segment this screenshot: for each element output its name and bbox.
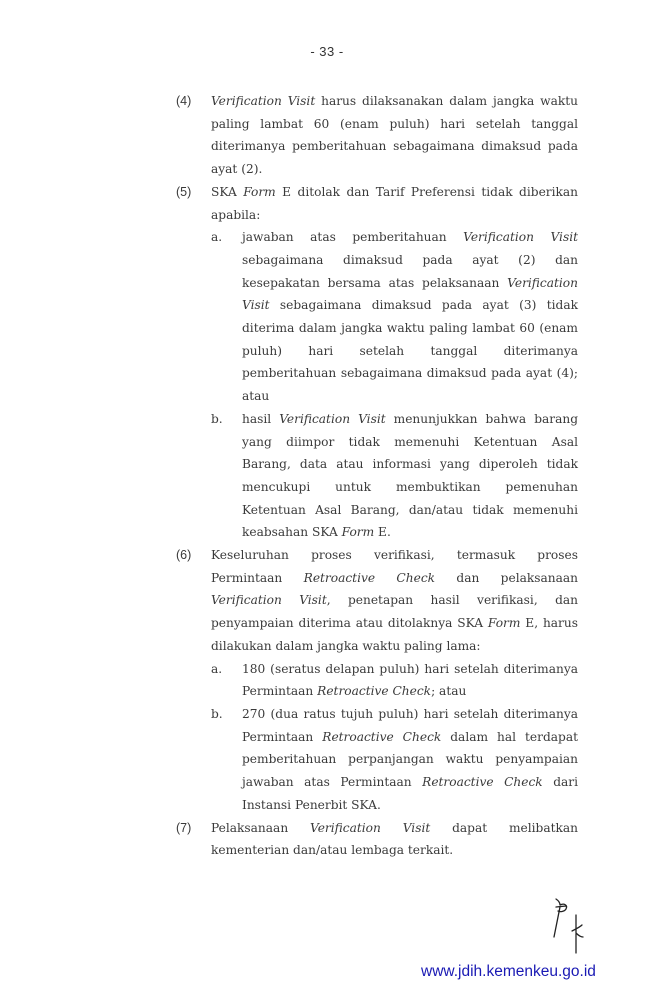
italic-term: Verification Visit (242, 275, 578, 313)
italic-term: Verification Visit (211, 593, 327, 608)
sub-item-text (242, 703, 578, 817)
text-run: Pelaksanaan (211, 820, 311, 835)
text-run: dapat melibatkan kementerian dan/atau lembaga terkait. (211, 820, 579, 858)
sub-item-a (211, 658, 578, 703)
sub-item-a (211, 226, 578, 408)
text-run: dari Instansi Penerbit SKA. (242, 775, 578, 812)
sub-item-b (211, 703, 578, 817)
text-run: , penetapan hasil verifikasi, dan penyampaian diterima atau ditolaknya SKA (211, 593, 578, 631)
article-item-5 (176, 181, 578, 544)
italic-term: Retroactive Check (303, 570, 436, 585)
item-number: (6) (176, 548, 192, 563)
item-text (211, 90, 578, 181)
text-run: dalam hal terdapat pemberitahuan perpanjangan waktu penyampaian jawaban atas Permintaan (242, 729, 578, 790)
sub-item-letter: b. (211, 706, 223, 721)
footer-url[interactable]: www.jdih.kemenkeu.go.id (421, 963, 596, 980)
item-number: (7) (176, 820, 192, 835)
text-run: E ditolak dan Tarif Preferensi tidak diberikan apabila: (211, 184, 578, 222)
italic-term: Retroactive Check (322, 729, 442, 744)
text-run: ; atau (431, 684, 467, 699)
text-run: SKA (211, 184, 244, 199)
italic-term: Retroactive Check (422, 775, 543, 790)
text-run: harus dilaksanakan dalam jangka waktu paling lambat 60 (enam puluh) hari setelah tanggal diterimanya pemberitahuan sebagaimana dimaksud pada ayat (2). (211, 94, 578, 177)
sub-item-text (242, 226, 578, 408)
text-run: 270 (dua ratus tujuh puluh) hari setelah diterimanya Permintaan (242, 706, 578, 744)
text-run: jawaban atas pemberitahuan (242, 230, 464, 245)
article-item-4 (176, 90, 578, 181)
regulation-body (176, 90, 578, 862)
text-run: Keseluruhan proses verifikasi, termasuk proses Permintaan (211, 548, 578, 585)
item-text (211, 181, 578, 226)
item-number: (4) (176, 94, 192, 108)
text-run: 180 (seratus delapan puluh) hari setelah diterimanya Permintaan (242, 661, 578, 699)
article-item-7 (176, 817, 578, 862)
italic-term: Retroactive Check (317, 684, 432, 699)
text-run: E. (374, 525, 391, 540)
sub-item-letter: a. (211, 661, 223, 676)
italic-term: Form (341, 525, 375, 540)
italic-term: Verification Visit (211, 94, 316, 108)
italic-term: Verification Visit (279, 411, 386, 426)
sub-item-text (242, 658, 578, 703)
item-number: (5) (176, 184, 192, 199)
text-run: dan pelaksanaan (435, 570, 578, 585)
text-run: sebagaimana dimaksud pada ayat (3) tidak diterima dalam jangka waktu paling lambat 60 (enam puluh) hari setelah tanggal diterimanya pemberitahuan sebagaimana dimaksud pada ayat (4); atau (242, 298, 578, 404)
sub-item-b (211, 408, 578, 544)
text-run: hasil (242, 411, 280, 426)
page-number: - 33 - (310, 44, 344, 59)
sub-item-text (242, 408, 578, 544)
item-text (211, 544, 578, 658)
italic-term: Form (487, 616, 521, 631)
handwritten-initials-icon (550, 895, 600, 955)
text-run: E, harus dilakukan dalam jangka waktu paling lama: (211, 616, 578, 653)
text-run: sebagaimana dimaksud pada ayat (2) dan kesepakatan bersama atas pelaksanaan (242, 252, 578, 290)
sub-item-letter: b. (211, 411, 223, 426)
sub-item-letter: a. (211, 230, 223, 245)
italic-term: Form (243, 184, 276, 199)
italic-term: Verification Visit (310, 820, 431, 835)
article-item-6 (176, 544, 578, 816)
italic-term: Verification Visit (463, 230, 578, 245)
item-text (211, 817, 578, 862)
text-run: menunjukkan bahwa barang yang diimpor tidak memenuhi Ketentuan Asal Barang, data atau informasi yang diperoleh tidak mencukupi untuk membuktikan pemenuhan Ketentuan Asal Barang, dan/atau tidak memenuhi keabsahan SKA (242, 411, 579, 540)
